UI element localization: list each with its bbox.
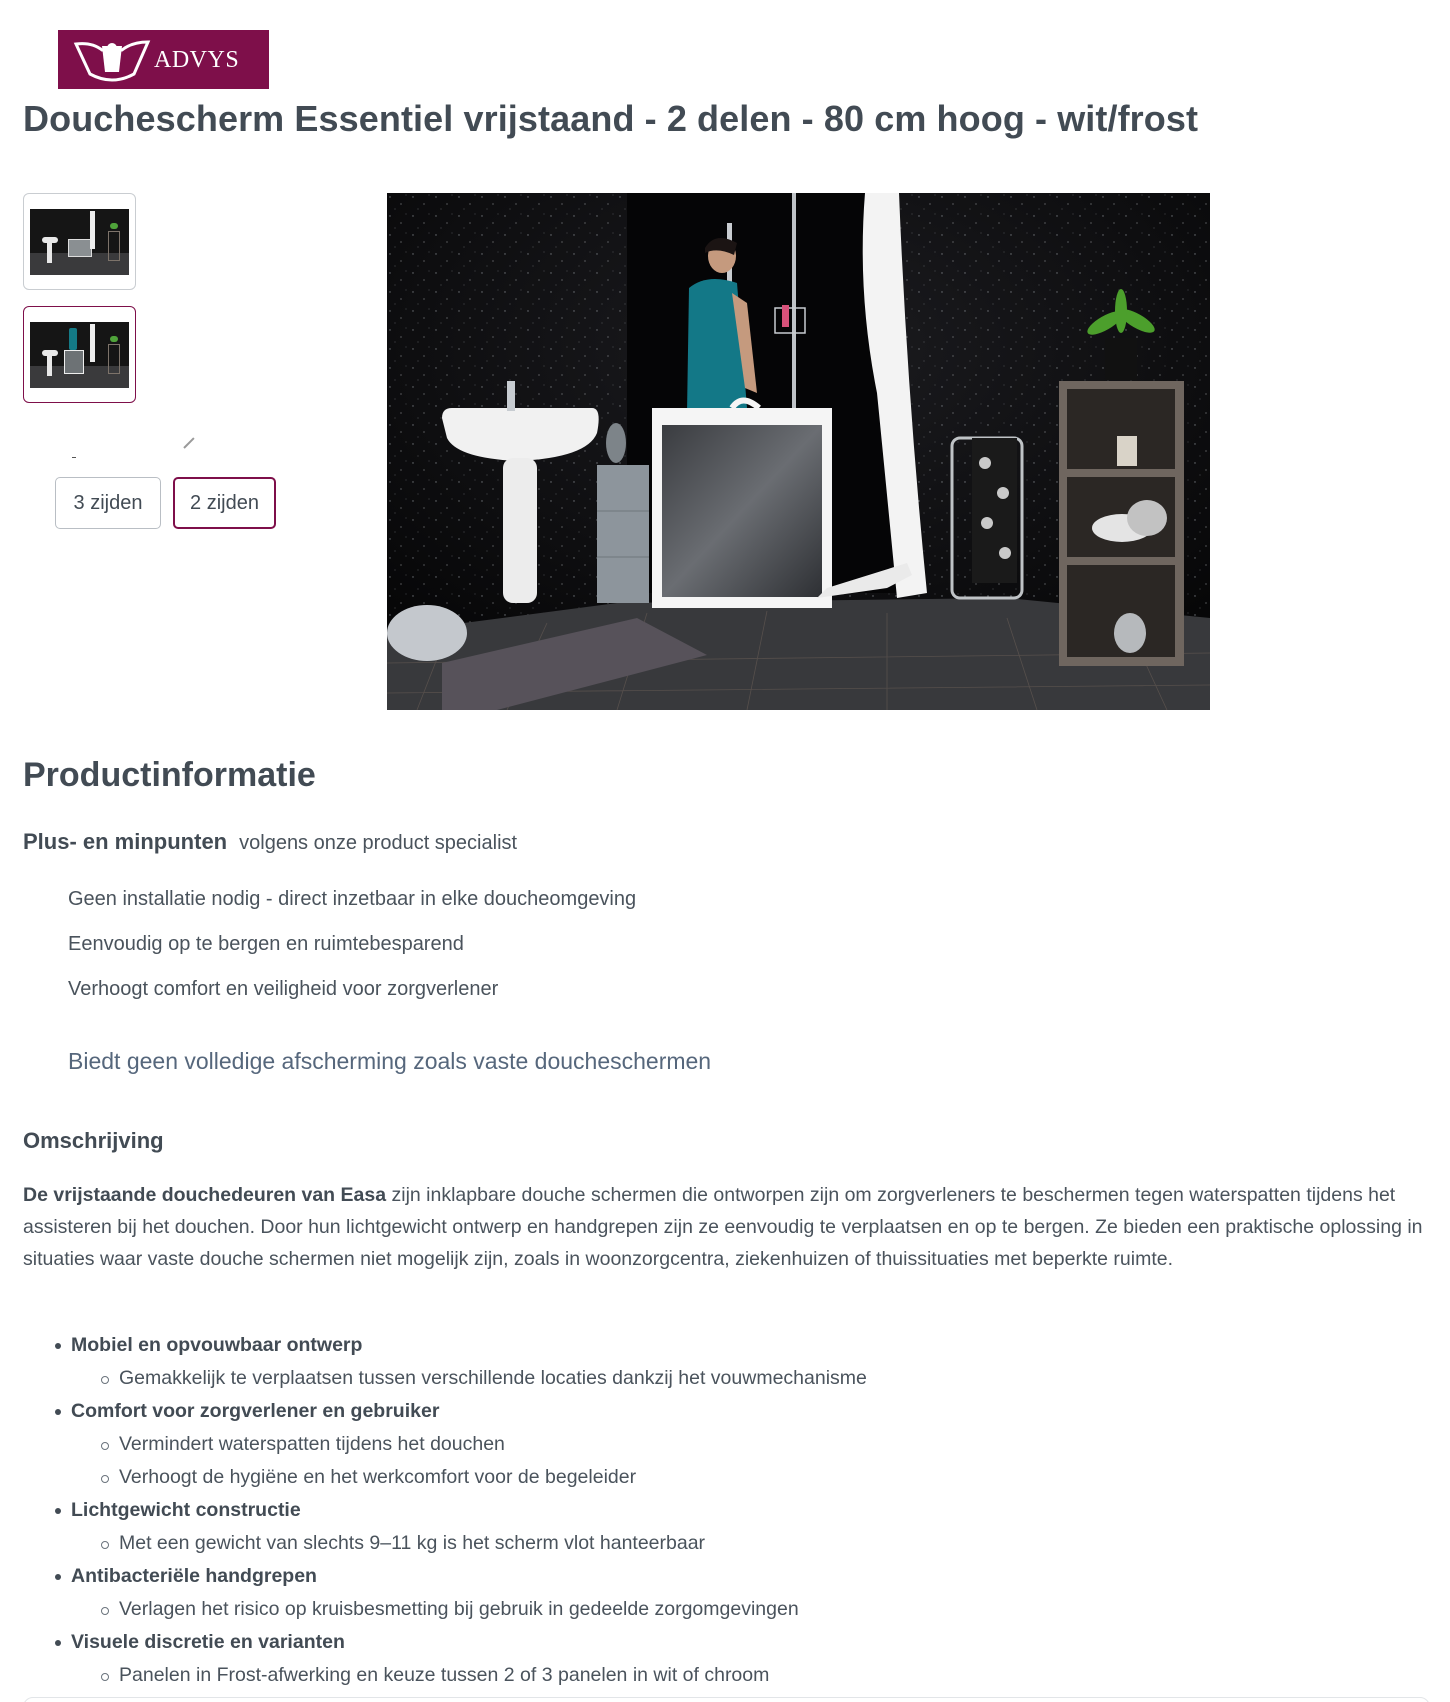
feature-title: Visuele discretie en varianten [0, 1626, 1450, 1659]
description-paragraph [23, 1179, 1433, 1275]
feature-item [0, 1494, 1450, 1560]
feature-detail: Verlagen het risico op kruisbesmetting bij gebruik in gedeelde zorgomgevingen [0, 1593, 1450, 1626]
variant-2-zijden-button[interactable]: 2 zijden [173, 477, 276, 529]
feature-detail: Panelen in Frost-afwerking en keuze tussen 2 of 3 panelen in wit of chroom [0, 1659, 1450, 1692]
gallery-thumbnail-2[interactable] [23, 306, 136, 403]
logo-text: ADVYS [154, 47, 240, 73]
feature-detail: Gemakkelijk te verplaatsen tussen verschillende locaties dankzij het vouwmechanisme [0, 1362, 1450, 1395]
pro-item: Eenvoudig op te bergen en ruimtebesparend [68, 933, 464, 955]
pro-item: Verhoogt comfort en veiligheid voor zorgverlener [68, 978, 499, 1000]
feature-item [0, 1329, 1450, 1395]
thumbnail-image [30, 209, 129, 275]
description-intro-bold: De vrijstaande douchedeuren van Easa [23, 1184, 387, 1206]
productinformatie-heading: Productinformatie [23, 756, 316, 794]
brand-logo[interactable] [58, 30, 269, 89]
description-intro-text: zijn inklapbare douche schermen die ontworpen zijn om zorgverleners te beschermen tegen waterspatten tijdens het assisteren bij het douchen. Door hun lichtgewicht ontwerp en handgrepen zijn ze eenvoudig te verplaatsen en op te bergen. Ze bieden een praktische oplossing in situaties waar vaste douche schermen niet mogelijk zijn, zoals in woonzorgcentra, ziekenhuizen of thuissituaties met beperkte ruimte. [23, 1184, 1423, 1270]
product-title: Douchescherm Essentiel vrijstaand - 2 delen - 80 cm hoog - wit/frost [23, 98, 1199, 139]
feature-title: Antibacteriële handgrepen [0, 1560, 1450, 1593]
advys-figure-icon [72, 36, 152, 84]
pros-cons-subtitle: volgens onze product specialist [239, 832, 518, 854]
main-product-image[interactable] [387, 193, 1210, 710]
gallery-thumbnail-1[interactable] [23, 193, 136, 290]
feature-title: Mobiel en opvouwbaar ontwerp [0, 1329, 1450, 1362]
variant-separator-mark [72, 457, 76, 458]
thumbnail-image [30, 322, 129, 388]
feature-item [0, 1560, 1450, 1626]
feature-item [0, 1626, 1450, 1692]
feature-title: Lichtgewicht constructie [0, 1494, 1450, 1527]
edit-slash-icon [183, 437, 194, 448]
pros-cons-header [23, 829, 517, 855]
bathroom-scene [387, 193, 1210, 710]
feature-title: Comfort voor zorgverlener en gebruiker [0, 1395, 1450, 1428]
next-section-card [23, 1697, 1430, 1702]
con-item: Biedt geen volledige afscherming zoals vaste doucheschermen [68, 1048, 712, 1074]
feature-list [0, 1329, 1450, 1692]
feature-detail: Met een gewicht van slechts 9–11 kg is het scherm vlot hanteerbaar [0, 1527, 1450, 1560]
feature-detail: Vermindert waterspatten tijdens het douchen [0, 1428, 1450, 1461]
pros-cons-title: Plus- en minpunten [23, 829, 228, 854]
omschrijving-heading: Omschrijving [23, 1128, 164, 1153]
pro-item: Geen installatie nodig - direct inzetbaar in elke doucheomgeving [68, 888, 637, 910]
feature-item [0, 1395, 1450, 1494]
variant-3-zijden-button[interactable]: 3 zijden [55, 477, 161, 529]
feature-detail: Verhoogt de hygiëne en het werkcomfort voor de begeleider [0, 1461, 1450, 1494]
